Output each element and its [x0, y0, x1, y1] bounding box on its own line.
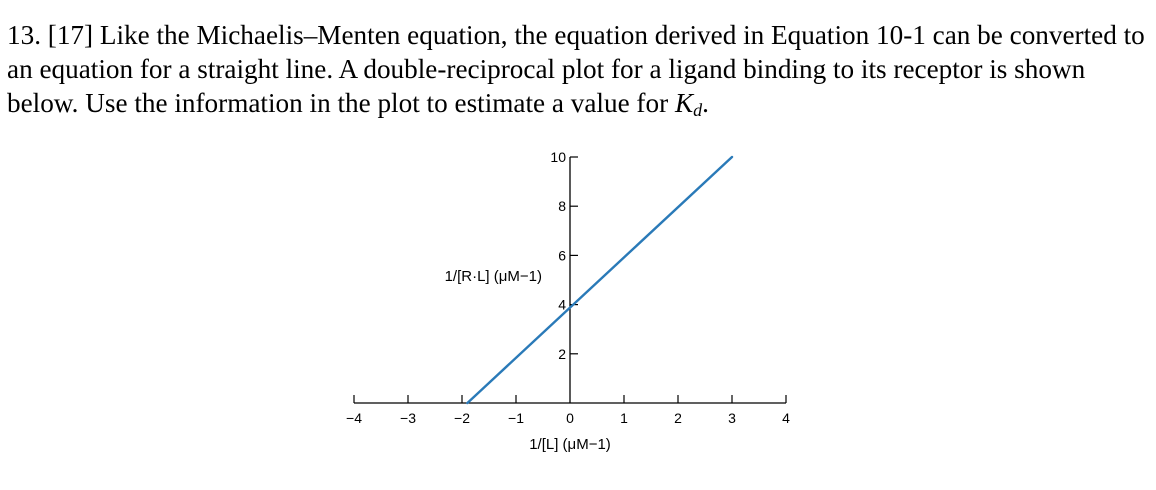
x-tick-label: 0 [566, 410, 574, 426]
x-tick-label: −4 [346, 410, 362, 426]
x-tick-label: 4 [782, 410, 790, 426]
y-tick-label: 6 [558, 247, 566, 264]
question-end: . [702, 88, 709, 118]
y-tick-label: 4 [558, 296, 566, 313]
axes [354, 157, 786, 403]
x-tick-label: −1 [508, 410, 524, 426]
x-tick-label: 3 [728, 410, 736, 426]
x-tick-label: 2 [674, 410, 682, 426]
y-axis-title: 1/[R·L] (μM−1) [444, 268, 542, 286]
x-axis-title: 1/[L] (μM−1) [529, 436, 611, 453]
y-tick-label: 2 [558, 345, 566, 362]
question-body: Like the Michaelis–Menten equation, the equation derived in Equation 10-1 can be converted to an equation for a straight line. A double-reciprocal plot for a ligand binding to its receptor is shown below. Use the information in the plot to estimate a value for [7, 20, 1145, 118]
y-ticks [550, 149, 578, 362]
x-tick-label: −2 [454, 410, 470, 426]
x-ticks [346, 395, 790, 426]
kd-symbol: $K_d$ [674, 88, 703, 120]
question-number: 13. [17] [7, 20, 94, 50]
y-tick-label: 10 [550, 149, 566, 165]
x-tick-label: −3 [400, 410, 416, 426]
x-tick-label: 1 [620, 410, 628, 426]
y-tick-label: 8 [558, 198, 566, 215]
